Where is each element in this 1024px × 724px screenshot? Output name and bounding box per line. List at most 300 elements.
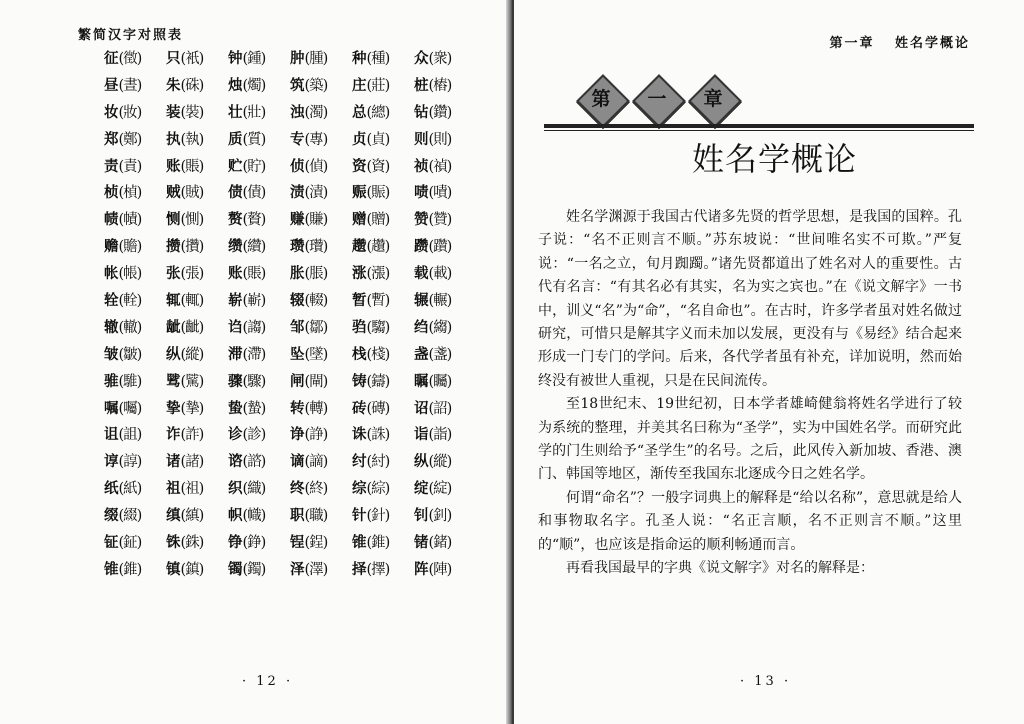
traditional-char: (質) <box>242 131 266 148</box>
traditional-char: (祖) <box>180 481 204 498</box>
simplified-char: 帐 <box>104 265 119 283</box>
simplified-char: 栈 <box>352 345 367 363</box>
simplified-char: 阵 <box>414 560 429 578</box>
traditional-char: (楨) <box>118 185 142 202</box>
traditional-char: (齜) <box>180 319 204 336</box>
simplified-char: 躜 <box>414 238 429 256</box>
char-pair <box>414 125 476 152</box>
simplified-char: 综 <box>352 480 367 498</box>
char-pair <box>104 178 166 205</box>
char-pair <box>290 205 352 232</box>
char-pair <box>290 474 352 501</box>
simplified-char: 资 <box>352 157 367 175</box>
char-pair <box>166 501 228 528</box>
char-pair <box>104 152 166 179</box>
char-pair <box>414 44 476 71</box>
char-pair <box>104 125 166 152</box>
traditional-char: (轍) <box>118 319 142 336</box>
char-pair <box>166 474 228 501</box>
char-pair <box>104 394 166 421</box>
char-pair <box>104 71 166 98</box>
simplified-char: 只 <box>166 49 181 67</box>
simplified-char: 筑 <box>290 76 305 94</box>
traditional-char: (墜) <box>304 346 328 363</box>
char-pair <box>414 98 476 125</box>
simplified-char: 郑 <box>104 130 119 148</box>
traditional-char: (縱) <box>428 454 452 471</box>
char-pair <box>352 528 414 555</box>
char-pair <box>414 340 476 367</box>
simplified-char: 胀 <box>290 265 305 283</box>
traditional-char: (蟄) <box>242 400 266 417</box>
char-pair <box>414 501 476 528</box>
simplified-char: 瓒 <box>290 238 305 256</box>
traditional-char: (騅) <box>118 373 142 390</box>
traditional-char: (裝) <box>180 104 204 121</box>
char-pair <box>414 420 476 447</box>
simplified-char: 挚 <box>166 399 181 417</box>
traditional-char: (綴) <box>118 508 142 525</box>
simplified-char: 恻 <box>166 211 181 229</box>
simplified-char: 骓 <box>104 372 119 390</box>
simplified-char: 涨 <box>352 265 367 283</box>
simplified-char: 张 <box>166 265 181 283</box>
char-pair <box>166 394 228 421</box>
traditional-char: (諍) <box>304 427 328 444</box>
simplified-char: 诈 <box>166 426 181 444</box>
traditional-char: (詣) <box>428 427 452 444</box>
badge-char-1: 第 <box>591 88 611 110</box>
char-pair <box>352 555 414 582</box>
traditional-char: (執) <box>180 131 204 148</box>
traditional-char: (鑄) <box>366 373 390 390</box>
traditional-char: (諮) <box>242 454 266 471</box>
traditional-char: (鍾) <box>242 50 266 67</box>
traditional-char: (職) <box>304 508 328 525</box>
traditional-char: (針) <box>366 508 390 525</box>
traditional-char: (張) <box>180 266 204 283</box>
traditional-char: (賬) <box>180 158 204 175</box>
traditional-char: (矚) <box>428 373 452 390</box>
simplified-char: 择 <box>352 560 367 578</box>
char-pair <box>228 313 290 340</box>
traditional-char: (硃) <box>180 77 204 94</box>
char-pair <box>352 394 414 421</box>
simplified-char: 渍 <box>290 184 305 202</box>
char-pair <box>228 447 290 474</box>
left-page <box>0 0 510 724</box>
traditional-char: (錐) <box>118 561 142 578</box>
char-pair <box>290 367 352 394</box>
char-pair <box>104 286 166 313</box>
traditional-char: (責) <box>118 158 142 175</box>
paragraph-3: 何谓“命名”？一般字词典上的解释是“给以名称”，意思就是给人和事物取名字。孔圣人说：“名正言顺，名不正则言不顺。”这里的“顺”，也应该是指命运的顺利畅通而言。 <box>538 489 962 553</box>
char-pair <box>166 232 228 259</box>
simplified-char: 攒 <box>166 238 181 256</box>
simplified-char: 诛 <box>352 426 367 444</box>
char-pair <box>352 71 414 98</box>
simplified-char: 纣 <box>352 453 367 471</box>
traditional-char: (騭) <box>180 373 204 390</box>
char-pair <box>228 178 290 205</box>
simplified-char: 肿 <box>290 49 305 67</box>
char-pair <box>104 501 166 528</box>
char-pair <box>104 474 166 501</box>
simplified-char: 闸 <box>290 372 305 390</box>
simplified-char: 泽 <box>290 560 305 578</box>
char-pair <box>352 340 414 367</box>
simplified-char: 赘 <box>228 211 243 229</box>
traditional-char: (輟) <box>304 292 328 309</box>
char-pair <box>414 205 476 232</box>
simplified-char: 征 <box>104 49 119 67</box>
traditional-char: (晝) <box>118 77 142 94</box>
char-pair <box>104 232 166 259</box>
char-pair <box>228 125 290 152</box>
traditional-char: (鎮) <box>180 561 204 578</box>
simplified-char: 责 <box>104 157 119 175</box>
char-pair <box>290 286 352 313</box>
simplified-char: 缜 <box>166 507 181 525</box>
char-pair <box>290 259 352 286</box>
traditional-char: (幘) <box>118 212 142 229</box>
traditional-char: (專) <box>304 131 328 148</box>
char-pair <box>352 447 414 474</box>
badge-char-2: 一 <box>647 88 667 110</box>
char-pair <box>104 98 166 125</box>
char-pair <box>228 555 290 582</box>
char-pair <box>228 259 290 286</box>
simplified-char: 蛰 <box>228 399 243 417</box>
char-pair <box>414 71 476 98</box>
simplified-char: 职 <box>290 507 305 525</box>
traditional-char: (詔) <box>428 400 452 417</box>
paragraph-2: 至18世纪末、19世纪初，日本学者雄崎健翁将姓名学进行了较为系统的整理，并美其名曰称为“圣学”，实为中国姓名学。而研究此学的门生则给予“圣学生”的名号。之后，此风传入新加坡、香港、澳门、韩国等地区，渐传至我国东北逐成今日之姓名学。 <box>538 396 962 483</box>
simplified-char: 帻 <box>104 211 119 229</box>
simplified-char: 账 <box>166 157 181 175</box>
running-head-left: 繁简汉字对照表 <box>78 28 184 43</box>
traditional-char: (衹) <box>180 50 204 67</box>
body-text <box>538 206 962 581</box>
simplified-char: 辍 <box>290 291 305 309</box>
simplified-char: 瞩 <box>414 372 429 390</box>
paragraph-4: 再看我国最早的字典《说文解字》对名的解释是： <box>566 560 874 577</box>
simplified-char: 钊 <box>414 507 429 525</box>
char-pair <box>352 313 414 340</box>
char-pair <box>414 528 476 555</box>
char-pair <box>290 313 352 340</box>
simplified-char: 诏 <box>414 399 429 417</box>
traditional-char: (閘) <box>304 373 328 390</box>
char-pair <box>166 555 228 582</box>
simplified-char: 种 <box>352 49 367 67</box>
chapter-rule-thin <box>544 130 974 131</box>
traditional-char: (皺) <box>118 346 142 363</box>
simplified-char: 谆 <box>104 453 119 471</box>
simplified-char: 钲 <box>104 533 119 551</box>
simplified-char: 诸 <box>166 453 181 471</box>
char-pair <box>228 205 290 232</box>
simplified-char: 桩 <box>414 76 429 94</box>
simplified-char: 债 <box>228 184 243 202</box>
char-pair <box>228 340 290 367</box>
char-pair <box>290 178 352 205</box>
simplified-char: 侦 <box>290 157 305 175</box>
char-pair <box>414 286 476 313</box>
simplified-char: 辗 <box>414 291 429 309</box>
simplified-char: 祯 <box>414 157 429 175</box>
running-head-chapter: 第一章 <box>829 36 875 51</box>
paragraph-1: 姓名学渊源于我国古代诸多先贤的哲学思想，是我国的国粹。孔子说：“名不正则言不顺。”苏东坡说：“世间唯名实不可欺。”严复说：“一名之立，旬月踟躅。”诸先贤都道出了姓名对人的重要性。古代有名言：“有其名必有其实，名为实之宾也。”在《说文解字》一书中，训义“名”为“命”，“名自命也”。在古时，许多学者虽对姓名做过研究，可惜只是解其字义而未加以发展，更没有与《易经》结合起来形成一门专门的学问。后来，各代学者虽有补充，详加说明，然而始终没有被世人重视，只是在民间流传。 <box>538 209 962 389</box>
char-pair <box>228 98 290 125</box>
traditional-char: (濁) <box>304 104 328 121</box>
char-pair <box>166 205 228 232</box>
simplified-char: 铮 <box>228 533 243 551</box>
simplified-char: 纵 <box>166 345 181 363</box>
traditional-char: (賺) <box>304 212 328 229</box>
simplified-char: 谪 <box>290 453 305 471</box>
traditional-char: (禎) <box>428 158 452 175</box>
traditional-char: (驟) <box>242 373 266 390</box>
char-pair <box>290 232 352 259</box>
simplified-char: 绽 <box>414 480 429 498</box>
traditional-char: (綻) <box>428 481 452 498</box>
char-pair <box>290 447 352 474</box>
simplified-char: 帜 <box>228 507 243 525</box>
char-pair <box>352 205 414 232</box>
traditional-char: (衆) <box>428 50 452 67</box>
char-pair <box>414 232 476 259</box>
simplified-char: 铢 <box>166 533 181 551</box>
char-pair <box>104 447 166 474</box>
simplified-char: 谘 <box>228 453 243 471</box>
simplified-char: 骘 <box>166 372 181 390</box>
traditional-char: (鄭) <box>118 131 142 148</box>
simplified-char: 朱 <box>166 76 181 94</box>
char-pair <box>166 98 228 125</box>
simplified-char: 盏 <box>414 345 429 363</box>
simplified-char: 骤 <box>228 372 243 390</box>
char-pair <box>166 313 228 340</box>
simplified-char: 皱 <box>104 345 119 363</box>
char-pair <box>166 125 228 152</box>
simplified-char: 暂 <box>352 291 367 309</box>
simplified-char: 锥 <box>352 533 367 551</box>
char-pair <box>104 367 166 394</box>
char-pair <box>290 555 352 582</box>
char-pair <box>352 125 414 152</box>
traditional-char: (紙) <box>118 481 142 498</box>
traditional-char: (綜) <box>366 481 390 498</box>
char-pair <box>352 501 414 528</box>
char-pair <box>228 367 290 394</box>
traditional-char: (縐) <box>428 319 452 336</box>
char-pair <box>166 420 228 447</box>
traditional-char: (詛) <box>118 427 142 444</box>
simplified-char: 锥 <box>104 560 119 578</box>
traditional-char: (債) <box>242 185 266 202</box>
traditional-char: (詐) <box>180 427 204 444</box>
simplified-char: 缵 <box>228 238 243 256</box>
simplified-char: 锗 <box>414 533 429 551</box>
page-number-left: · 12 · <box>242 674 294 689</box>
char-pair <box>290 44 352 71</box>
traditional-char: (謫) <box>304 454 328 471</box>
traditional-char: (鉦) <box>118 534 142 551</box>
simplified-char: 辙 <box>104 318 119 336</box>
traditional-char: (幟) <box>242 508 266 525</box>
simplified-char: 辁 <box>104 291 119 309</box>
traditional-char: (纘) <box>242 239 266 256</box>
traditional-char: (贅) <box>242 212 266 229</box>
traditional-char: (築) <box>304 77 328 94</box>
traditional-char: (漲) <box>366 266 390 283</box>
char-pair <box>290 71 352 98</box>
char-pair <box>228 286 290 313</box>
char-pair <box>104 528 166 555</box>
traditional-char: (賑) <box>366 185 390 202</box>
char-pair <box>290 528 352 555</box>
chapter-badges <box>578 70 758 130</box>
simplified-char: 烛 <box>228 76 243 94</box>
simplified-char: 镯 <box>228 560 243 578</box>
traditional-char: (鐲) <box>242 561 266 578</box>
simplified-char: 缀 <box>104 507 119 525</box>
char-pair <box>290 152 352 179</box>
traditional-char: (惻) <box>180 212 204 229</box>
traditional-char: (贍) <box>118 239 142 256</box>
char-pair <box>352 367 414 394</box>
simplified-char: 赞 <box>414 211 429 229</box>
char-pair <box>104 555 166 582</box>
traditional-char: (囑) <box>118 400 142 417</box>
char-pair <box>352 259 414 286</box>
simplified-char: 针 <box>352 507 367 525</box>
simplified-char: 昼 <box>104 76 119 94</box>
simplified-char: 庄 <box>352 76 367 94</box>
traditional-char: (陣) <box>428 561 452 578</box>
simplified-char: 滞 <box>228 345 243 363</box>
simplified-char: 赈 <box>352 184 367 202</box>
traditional-char: (摯) <box>180 400 204 417</box>
simplified-char: 诅 <box>104 426 119 444</box>
char-pair <box>414 447 476 474</box>
traditional-char: (錐) <box>366 534 390 551</box>
traditional-char: (貞) <box>366 131 390 148</box>
simplified-char: 绉 <box>414 318 429 336</box>
traditional-char: (貯) <box>242 158 266 175</box>
char-pair <box>290 394 352 421</box>
simplified-char: 执 <box>166 130 181 148</box>
traditional-char: (騶) <box>366 319 390 336</box>
simplified-char: 镇 <box>166 560 181 578</box>
char-pair <box>166 447 228 474</box>
char-pair <box>104 259 166 286</box>
simplified-char: 装 <box>166 103 181 121</box>
simplified-char: 祖 <box>166 480 181 498</box>
char-pair <box>352 232 414 259</box>
traditional-char: (資) <box>366 158 390 175</box>
simplified-char: 诣 <box>414 426 429 444</box>
traditional-char: (嶄) <box>242 292 266 309</box>
char-pair <box>104 420 166 447</box>
traditional-char: (種) <box>366 50 390 67</box>
traditional-char: (鑽) <box>428 104 452 121</box>
simplified-char: 众 <box>414 49 429 67</box>
char-pair <box>352 44 414 71</box>
simplified-char: 则 <box>414 130 429 148</box>
char-pair <box>414 555 476 582</box>
chapter-title: 姓名学概论 <box>692 140 858 178</box>
traditional-char: (壯) <box>242 104 266 121</box>
simplified-char: 贞 <box>352 130 367 148</box>
char-pair <box>228 420 290 447</box>
traditional-char: (輾) <box>428 292 452 309</box>
simplified-char: 转 <box>290 399 305 417</box>
traditional-char: (織) <box>242 481 266 498</box>
char-pair <box>228 501 290 528</box>
running-head-right <box>815 32 970 51</box>
char-pair <box>290 125 352 152</box>
traditional-char: (擇) <box>366 561 390 578</box>
traditional-char: (澤) <box>304 561 328 578</box>
char-pair <box>290 420 352 447</box>
simplified-char: 质 <box>228 130 243 148</box>
char-pair <box>352 474 414 501</box>
traditional-char: (磚) <box>366 400 390 417</box>
simplified-char: 载 <box>414 265 429 283</box>
simplified-char: 嘱 <box>104 399 119 417</box>
traditional-char: (終) <box>304 481 328 498</box>
traditional-char: (轉) <box>304 400 328 417</box>
char-pair <box>228 474 290 501</box>
simplified-char: 终 <box>290 480 305 498</box>
char-pair <box>352 152 414 179</box>
traditional-char: (諄) <box>118 454 142 471</box>
traditional-char: (盞) <box>428 346 452 363</box>
simplified-char: 坠 <box>290 345 305 363</box>
simplified-char: 纸 <box>104 480 119 498</box>
simplified-char: 专 <box>290 130 305 148</box>
char-pair <box>166 152 228 179</box>
char-pair <box>352 420 414 447</box>
traditional-char: (躦) <box>428 239 452 256</box>
char-pair <box>414 367 476 394</box>
simplified-char: 壮 <box>228 103 243 121</box>
page-number-right: · 13 · <box>740 674 792 689</box>
traditional-char: (漬) <box>304 185 328 202</box>
traditional-char: (縝) <box>180 508 204 525</box>
simplified-char: 诤 <box>290 426 305 444</box>
simplified-char: 桢 <box>104 184 119 202</box>
traditional-char: (輒) <box>180 292 204 309</box>
char-pair <box>228 71 290 98</box>
traditional-char: (贈) <box>366 212 390 229</box>
traditional-char: (銖) <box>180 534 204 551</box>
simplified-char: 妆 <box>104 103 119 121</box>
char-pair <box>104 44 166 71</box>
char-pair <box>104 205 166 232</box>
simplified-char: 诌 <box>228 318 243 336</box>
traditional-char: (滯) <box>242 346 266 363</box>
simplified-char: 赡 <box>104 238 119 256</box>
char-pair <box>166 178 228 205</box>
traditional-char: (紂) <box>366 454 390 471</box>
simplified-char: 贮 <box>228 157 243 175</box>
traditional-char: (妝) <box>118 104 142 121</box>
char-pair <box>166 259 228 286</box>
traditional-char: (趲) <box>366 239 390 256</box>
